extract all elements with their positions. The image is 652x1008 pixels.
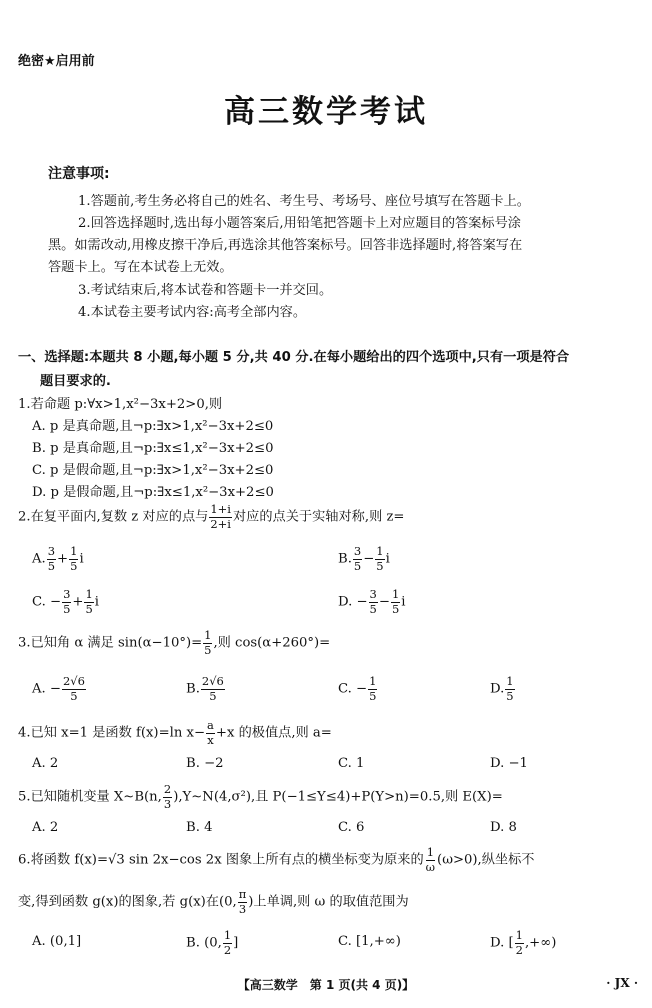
question-3-stem: 3.已知角 α 满足 sin(α−10°)= $\frac{1}{5}$ ,则 cos(α+260°)= <box>18 628 331 657</box>
question-3-option-a: A. − $\frac{2√6}{5}$ <box>32 674 85 703</box>
notice-line-1: 1.答题前,考生务必将自己的姓名、考生号、考场号、座位号填写在答题卡上。 <box>78 194 530 209</box>
fraction: $\frac{1+i}{2+i}$ <box>210 502 231 531</box>
question-5-option-a: A. 2 <box>32 820 59 835</box>
footer-code: · JX · <box>606 976 638 990</box>
notice-line-2: 2.回答选择题时,选出每小题答案后,用铅笔把答题卡上对应题目的答案标号涂 <box>78 216 521 231</box>
notice-line-3: 黑。如需改动,用橡皮擦干净后,再选涂其他答案标号。回答非选择题时,将答案写在 <box>48 238 523 253</box>
question-2-option-d: D. − $\frac{3}{5}$ − $\frac{1}{5}$ i <box>338 587 406 616</box>
question-6-option-b: B. (0, $\frac{1}{2}$ ] <box>186 928 239 957</box>
question-4-option-b: B. −2 <box>186 756 224 771</box>
question-5-option-c: C. 6 <box>338 820 365 835</box>
question-1-stem: 1.若命题 p:∀x>1,x²−3x+2>0,则 <box>18 397 223 412</box>
question-5-stem: 5.已知随机变量 X∼B(n, $\frac{2}{3}$ ),Y∼N(4,σ²),且 P(−1≤Y≤4)+P(Y>n)=0.5,则 E(X)= <box>18 782 503 811</box>
question-3-option-b: B. $\frac{2√6}{5}$ <box>186 674 224 703</box>
notice-heading: 注意事项: <box>48 166 110 182</box>
question-6-option-c: C. [1,+∞) <box>338 934 401 949</box>
notice-line-5: 3.考试结束后,将本试卷和答题卡一并交回。 <box>78 283 333 298</box>
section-heading: 一、选择题:本题共 8 小题,每小题 5 分,共 40 分.在每小题给出的四个选项中,只有一项是符合 <box>18 350 570 365</box>
question-2-option-a: A. $\frac{3}{5}$ + $\frac{1}{5}$ i <box>32 544 84 573</box>
question-3-option-c: C. − $\frac{1}{5}$ <box>338 674 377 703</box>
question-6-option-a: A. (0,1] <box>32 934 82 949</box>
question-2-option-c: C. − $\frac{3}{5}$ + $\frac{1}{5}$ i <box>32 587 99 616</box>
question-1-option-b: B. p 是真命题,且¬p:∃x≤1,x²−3x+2≤0 <box>32 441 274 456</box>
question-5-option-d: D. 8 <box>490 820 517 835</box>
question-6-stem-line-2: 变,得到函数 g(x)的图象,若 g(x)在(0, $\frac{\pi}{3}$ )上单调,则 ω 的取值范围为 <box>18 887 409 916</box>
exam-title: 高三数学考试 <box>224 94 428 130</box>
section-heading-cont: 题目要求的. <box>40 374 111 389</box>
question-6-option-d: D. [ $\frac{1}{2}$ ,+∞) <box>490 928 557 957</box>
question-1-option-d: D. p 是假命题,且¬p:∃x≤1,x²−3x+2≤0 <box>32 485 274 500</box>
question-1-option-a: A. p 是真命题,且¬p:∃x>1,x²−3x+2≤0 <box>32 419 274 434</box>
question-2-option-b: B. $\frac{3}{5}$ − $\frac{1}{5}$ i <box>338 544 390 573</box>
confidential-label: 绝密★启用前 <box>18 54 95 69</box>
question-1-option-c: C. p 是假命题,且¬p:∃x>1,x²−3x+2≤0 <box>32 463 274 478</box>
question-4-stem: 4.已知 x=1 是函数 f(x)=ln x− $\frac{a}{x}$ +x 的极值点,则 a= <box>18 718 332 747</box>
question-5-option-b: B. 4 <box>186 820 213 835</box>
question-4-option-d: D. −1 <box>490 756 528 771</box>
notice-line-6: 4.本试卷主要考试内容:高考全部内容。 <box>78 305 307 320</box>
question-2-stem: 2.在复平面内,复数 z 对应的点与 $\frac{1+i}{2+i}$ 对应的点关于实轴对称,则 z= <box>18 502 405 531</box>
question-4-option-a: A. 2 <box>32 756 59 771</box>
notice-line-4: 答题卡上。写在本试卷上无效。 <box>48 260 233 275</box>
question-3-option-d: D. $\frac{1}{5}$ <box>490 674 514 703</box>
question-4-option-c: C. 1 <box>338 756 365 771</box>
question-6-stem: 6.将函数 f(x)=√3 sin 2x−cos 2x 图象上所有点的横坐标变为原来的 $\frac{1}{\omega}$ (ω>0),纵坐标不 <box>18 845 535 874</box>
page-footer: 【高三数学 第 1 页(共 4 页)】 <box>237 978 415 992</box>
